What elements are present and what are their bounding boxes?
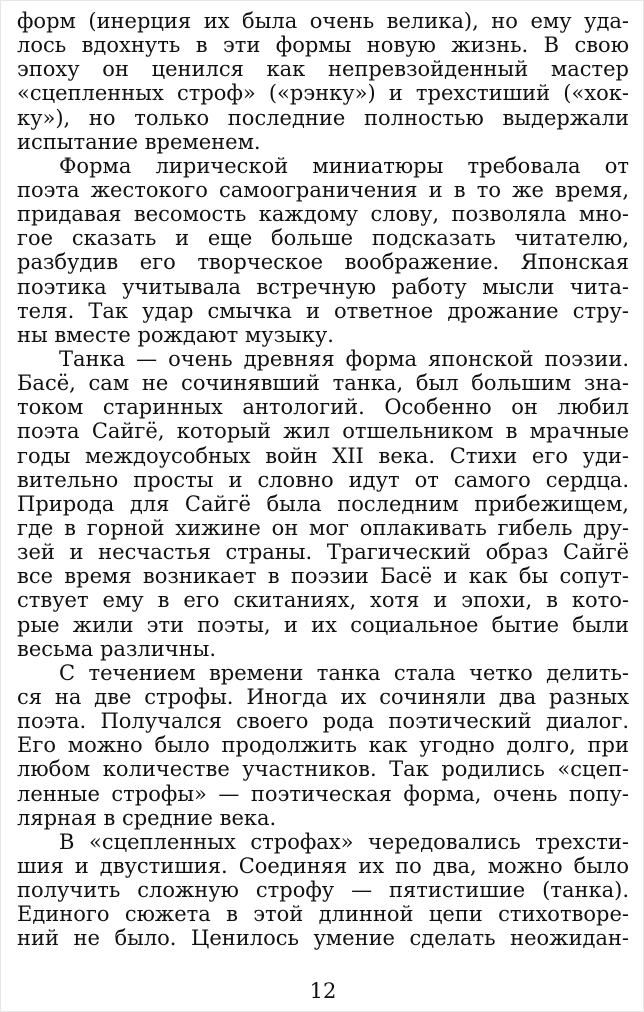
text-line: лярная в средние века. — [17, 805, 277, 830]
text-line: годы междоусобных войн XII века. Стихи его уди- — [17, 443, 629, 468]
text-line: ленные строфы» — поэтическая форма, очень попу- — [17, 781, 629, 806]
text-line: Форма лирической миниатюры требовала от — [59, 153, 629, 178]
text-line: все время возникает в поэзии Басё и как бы сопут- — [17, 564, 629, 589]
text-line: поэта. Получался своего рода поэтический диалог. — [17, 709, 629, 734]
text-line: разбудив его творческое воображение. Японская — [17, 250, 629, 275]
text-line: ся на две строфы. Иногда их сочиняли два разных — [17, 684, 629, 709]
text-line: вительно просты и словно идут от самого сердца. — [17, 467, 629, 492]
text-line: любом количестве участников. Так родились «сцеп- — [17, 757, 629, 782]
text-line: форм (инерция их была очень велика), но ему уда- — [17, 9, 629, 33]
text-line: получить сложную строфу — пятистишие (танка). — [17, 878, 629, 903]
text-line: испытание временем. — [17, 129, 261, 154]
text-line: Басё, сам не сочинявший танка, был большим зна- — [17, 371, 629, 396]
text-line: зей и несчастья страны. Трагический образ Сайгё — [17, 540, 629, 565]
text-line: придавая весомость каждому слову, позволяла мно- — [17, 202, 629, 227]
text-line: Танка — очень древняя форма японской поэзии. — [59, 346, 629, 371]
text-line: эпоху он ценился как непревзойденный мастер — [17, 57, 629, 82]
text-line: поэта Сайгё, который жил отшельником в мрачные — [17, 419, 629, 444]
page-number: 12 — [309, 979, 337, 1003]
text-line: ку»), но только последние полностью выдержали — [17, 105, 629, 130]
text-line: током старинных антологий. Особенно он любил — [17, 395, 629, 420]
text-line: шия и двустишия. Соединяя их по два, можно было — [17, 853, 629, 878]
text-line: где в горной хижине он мог оплакивать гибель дру- — [17, 515, 629, 540]
text-line: гое сказать и еще больше подсказать читателю, — [17, 226, 629, 251]
text-line: поэта жестокого самоограничения и в то же время, — [17, 177, 629, 202]
text-line: лось вдохнуть в эти формы новую жизнь. В свою — [17, 33, 629, 58]
text-line: весьма различны. — [17, 636, 216, 661]
text-line: Природа для Сайгё была последним прибежищем, — [17, 491, 629, 516]
text-line: Единого сюжета в этой длинной цепи стихотворе- — [17, 902, 629, 927]
text-line: ны вместе рождают музыку. — [17, 322, 334, 347]
text-line: Его можно было продолжить как угодно долго, при — [17, 733, 629, 758]
text-line: «сцепленных строф» («рэнку») и трехстиший («хок- — [17, 81, 629, 106]
text-line: поэтика учитывала встречную работу мысли чита- — [17, 274, 629, 299]
text-line: С течением времени танка стала четко делить- — [59, 660, 629, 685]
text-line: рые жили эти поэты, и их социальное бытие были — [17, 612, 629, 637]
text-line: теля. Так удар смычка и ответное дрожание стру- — [17, 298, 629, 323]
text-line: ствует ему в его скитаниях, хотя и эпохи, в кото- — [17, 588, 629, 613]
text-line: В «сцепленных строфах» чередовались трехсти- — [59, 829, 629, 854]
body-text — [17, 9, 629, 950]
text-line: ний не было. Ценилось умение сделать неожидан- — [17, 926, 629, 951]
